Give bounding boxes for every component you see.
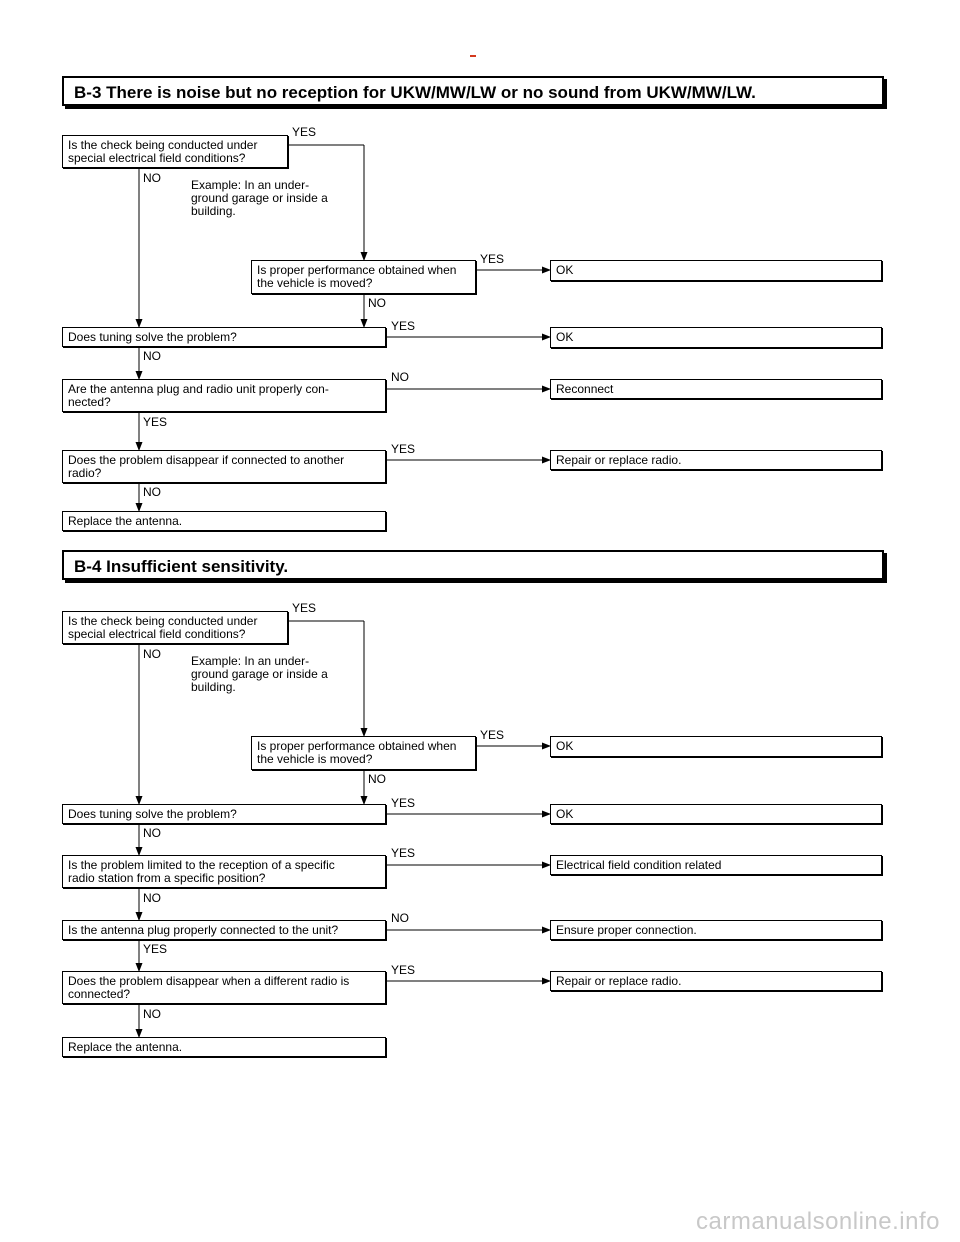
- answer-yes: YES: [391, 442, 416, 456]
- section-title-b3: B-3 There is noise but no reception for UKW/MW/LW or no sound from UKW/MW/LW.: [62, 76, 884, 106]
- result-ok: OK: [550, 327, 882, 348]
- question-another-radio: Does the problem disappear if connected to another radio?: [62, 450, 386, 483]
- answer-no: NO: [143, 349, 161, 363]
- answer-no: NO: [368, 772, 386, 786]
- result-ensure-connection: Ensure proper connection.: [550, 920, 882, 940]
- answer-no: NO: [143, 647, 161, 661]
- answer-no: NO: [143, 171, 161, 185]
- result-reconnect: Reconnect: [550, 379, 882, 399]
- watermark: carmanualsonline.info: [696, 1208, 940, 1235]
- answer-yes: YES: [391, 319, 416, 333]
- result-ok: OK: [550, 736, 882, 757]
- answer-no: NO: [143, 485, 161, 499]
- question-field-conditions: Is the check being conducted under special electrical field conditions?: [62, 611, 288, 644]
- answer-yes: YES: [391, 846, 416, 860]
- question-field-conditions: Is the check being conducted under special electrical field conditions?: [62, 135, 288, 168]
- result-repair-radio: Repair or replace radio.: [550, 971, 882, 991]
- result-field-condition: Electrical field condition related: [550, 855, 882, 875]
- example-note: Example: In an under- ground garage or inside a building.: [191, 654, 328, 694]
- answer-yes: YES: [143, 415, 168, 429]
- question-vehicle-moved: Is proper performance obtained when the vehicle is moved?: [251, 736, 476, 770]
- answer-yes: YES: [143, 942, 168, 956]
- answer-no: NO: [143, 1007, 161, 1021]
- answer-no: NO: [368, 296, 386, 310]
- result-ok: OK: [550, 260, 882, 281]
- result-replace-antenna: Replace the antenna.: [62, 511, 386, 531]
- answer-yes: YES: [480, 728, 505, 742]
- question-vehicle-moved: Is proper performance obtained when the vehicle is moved?: [251, 260, 476, 294]
- result-repair-radio: Repair or replace radio.: [550, 450, 882, 470]
- answer-no: NO: [391, 370, 409, 384]
- answer-yes: YES: [391, 963, 416, 977]
- answer-yes: YES: [391, 796, 416, 810]
- result-replace-antenna: Replace the antenna.: [62, 1037, 386, 1057]
- example-note: Example: In an under- ground garage or inside a building.: [191, 178, 328, 218]
- question-tuning: Does tuning solve the problem?: [62, 327, 386, 347]
- question-antenna-plug: Are the antenna plug and radio unit properly con- nected?: [62, 379, 386, 412]
- answer-no: NO: [391, 911, 409, 925]
- answer-yes: YES: [480, 252, 505, 266]
- answer-no: NO: [143, 891, 161, 905]
- result-ok: OK: [550, 804, 882, 824]
- question-specific-station: Is the problem limited to the reception of a specific radio station from a specific position?: [62, 855, 386, 888]
- answer-yes: YES: [292, 125, 317, 139]
- question-antenna-plug: Is the antenna plug properly connected to the unit?: [62, 920, 386, 940]
- answer-yes: YES: [292, 601, 317, 615]
- answer-no: NO: [143, 826, 161, 840]
- question-tuning: Does tuning solve the problem?: [62, 804, 386, 824]
- section-title-b4: B-4 Insufficient sensitivity.: [62, 550, 884, 580]
- question-different-radio: Does the problem disappear when a different radio is connected?: [62, 971, 386, 1004]
